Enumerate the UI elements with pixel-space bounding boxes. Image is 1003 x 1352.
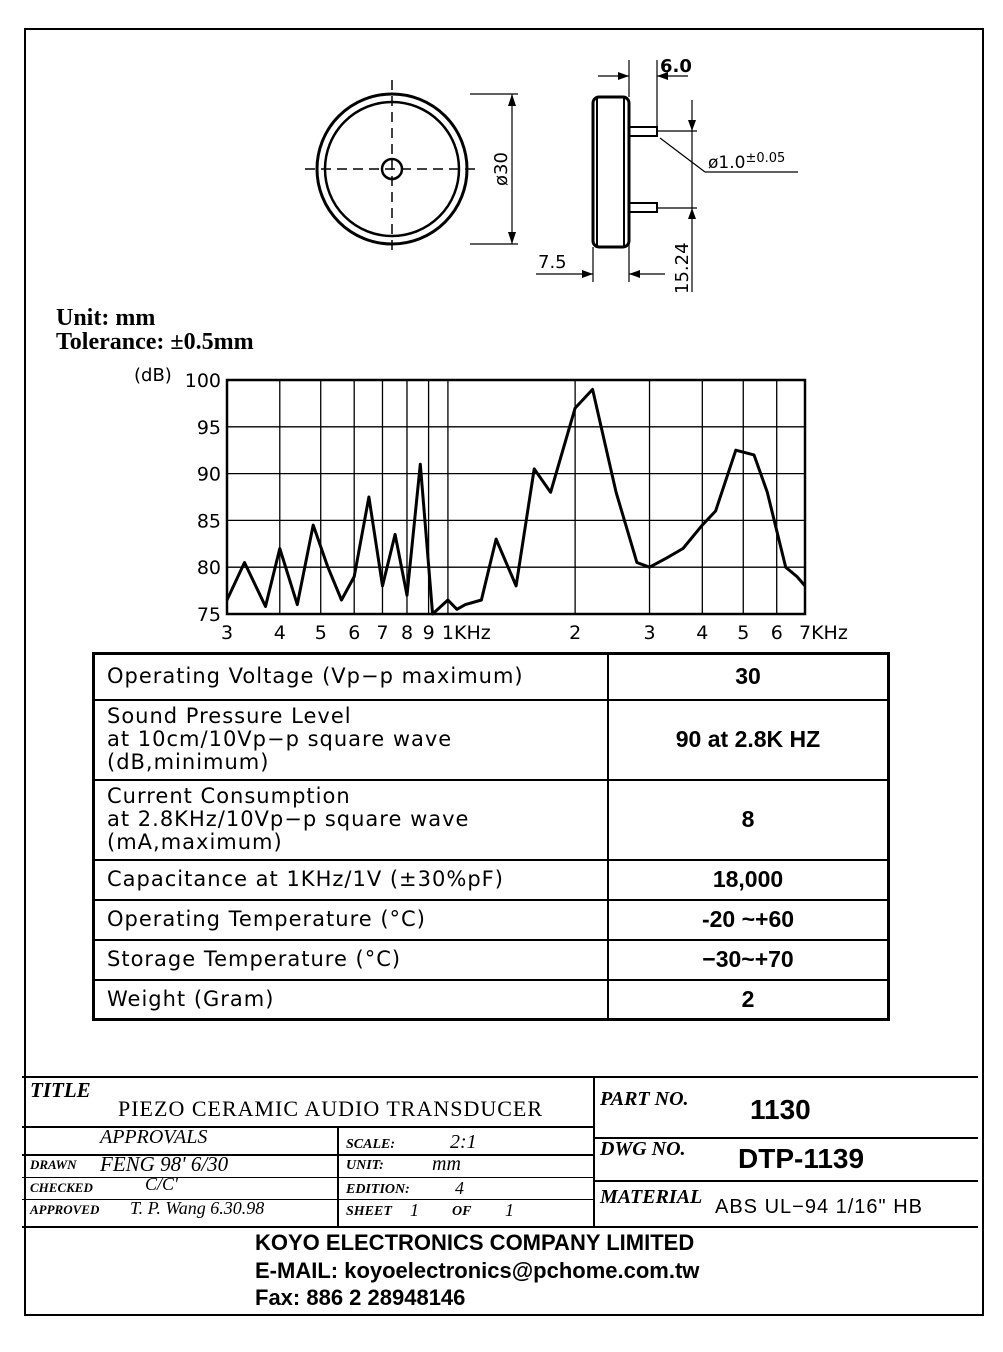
spec-row bbox=[94, 980, 889, 1020]
approved-value: T. P. Wang 6.30.98 bbox=[130, 1198, 265, 1218]
spec-row bbox=[94, 654, 889, 700]
frequency-response-chart bbox=[134, 365, 848, 644]
chart-xtick-label: 7KHz bbox=[799, 622, 848, 644]
tb-vline-right bbox=[593, 1076, 595, 1227]
dim-diameter: ø30 bbox=[491, 152, 512, 186]
chart-xtick-label: 5 bbox=[314, 622, 327, 644]
spec-value: -20 ~+60 bbox=[608, 900, 889, 940]
spec-table bbox=[92, 652, 890, 1021]
spec-value: 18,000 bbox=[608, 860, 889, 900]
chart-xtick-label: 9 bbox=[422, 622, 435, 644]
checked-label: CHECKED bbox=[30, 1180, 93, 1195]
drawn-label: DRAWN bbox=[30, 1157, 77, 1172]
tb-bottom-line bbox=[22, 1226, 978, 1228]
unit-label: UNIT: bbox=[346, 1158, 384, 1173]
tolerance-line: Tolerance: ±0.5mm bbox=[56, 329, 254, 355]
chart-ytick-label: 95 bbox=[196, 416, 221, 439]
spec-label: Capacitance at 1KHz/1V (±30%pF) bbox=[94, 860, 609, 900]
dim-width: 6.0 bbox=[660, 56, 692, 77]
chart-ytick-label: 90 bbox=[196, 463, 221, 486]
scale-label: SCALE: bbox=[346, 1137, 396, 1152]
sheet-label: SHEET bbox=[346, 1204, 392, 1219]
spec-row bbox=[94, 940, 889, 980]
chart-ytick-label: 75 bbox=[196, 604, 221, 626]
spec-value: −30~+70 bbox=[608, 940, 889, 980]
dwg-value: DTP-1139 bbox=[738, 1143, 865, 1174]
sheet-value: 1 bbox=[410, 1200, 419, 1220]
dwg-label: DWG NO. bbox=[600, 1138, 686, 1160]
side-view bbox=[536, 60, 798, 292]
spec-value: 30 bbox=[608, 654, 889, 700]
tb-vline-mid bbox=[337, 1126, 339, 1227]
company-name: KOYO ELECTRONICS COMPANY LIMITED bbox=[255, 1230, 695, 1255]
part-value: 1130 bbox=[750, 1094, 811, 1125]
spec-row bbox=[94, 860, 889, 900]
tb-line-checked bbox=[22, 1177, 594, 1178]
chart-ytick-label: 85 bbox=[196, 510, 221, 533]
of-value: 1 bbox=[505, 1200, 514, 1220]
edition-value: 4 bbox=[455, 1178, 464, 1198]
dim-pin-tol: ±0.05 bbox=[745, 151, 786, 166]
spec-label: Current Consumption at 2.8KHz/10Vp−p square wave (mA,maximum) bbox=[94, 780, 609, 860]
spec-label: Operating Temperature (°C) bbox=[94, 900, 609, 940]
spec-label: Storage Temperature (°C) bbox=[94, 940, 609, 980]
spec-value: 8 bbox=[608, 780, 889, 860]
company-fax: Fax: 886 2 28948146 bbox=[255, 1285, 466, 1310]
approved-label: APPROVED bbox=[30, 1202, 100, 1217]
spec-value: 2 bbox=[608, 980, 889, 1020]
checked-value: C/C' bbox=[145, 1174, 178, 1194]
chart-series-line bbox=[227, 389, 805, 614]
front-view bbox=[305, 80, 518, 255]
chart-xtick-label: 3 bbox=[221, 622, 234, 644]
spec-label: Sound Pressure Level at 10cm/10Vp−p square wave (dB,minimum) bbox=[94, 700, 609, 780]
title-value: PIEZO CERAMIC AUDIO TRANSDUCER bbox=[118, 1096, 544, 1121]
spec-row bbox=[94, 780, 889, 860]
chart-xtick-label: 6 bbox=[348, 622, 361, 644]
tb-line-material bbox=[594, 1180, 978, 1182]
scale-value: 2:1 bbox=[450, 1131, 477, 1153]
unit-line: Unit: mm bbox=[56, 305, 156, 331]
chart-xtick-label: 3 bbox=[643, 622, 656, 644]
edition-label: EDITION: bbox=[346, 1182, 410, 1197]
title-label: TITLE bbox=[30, 1078, 91, 1102]
tb-top-line bbox=[22, 1076, 978, 1078]
spec-value: 90 at 2.8K HZ bbox=[608, 700, 889, 780]
dim-pin-dia-value: ø1.0 bbox=[708, 153, 746, 173]
chart-xtick-label: 1KHz bbox=[441, 622, 491, 644]
drawn-value: FENG 98' 6/30 bbox=[100, 1152, 229, 1176]
spec-row bbox=[94, 700, 889, 780]
spec-label: Weight (Gram) bbox=[94, 980, 609, 1020]
chart-xtick-label: 5 bbox=[737, 622, 750, 644]
chart-xtick-label: 4 bbox=[696, 622, 709, 644]
chart-xtick-label: 2 bbox=[569, 622, 582, 644]
material-label: MATERIAL bbox=[600, 1186, 703, 1208]
approvals-label: APPROVALS bbox=[100, 1126, 208, 1148]
spec-label: Operating Voltage (Vp−p maximum) bbox=[94, 654, 609, 700]
chart-ylabel: (dB) bbox=[134, 365, 172, 386]
chart-ytick-label: 80 bbox=[196, 557, 221, 580]
dim-pin-diameter bbox=[708, 151, 785, 173]
dim-pitch: 15.24 bbox=[672, 242, 693, 294]
of-label: OF bbox=[452, 1204, 472, 1219]
material-value: ABS UL−94 1/16" HB bbox=[715, 1196, 923, 1218]
spec-row bbox=[94, 900, 889, 940]
company-email: E-MAIL: koyoelectronics@pchome.com.tw bbox=[255, 1258, 700, 1283]
part-label: PART NO. bbox=[600, 1088, 689, 1110]
chart-xtick-label: 8 bbox=[400, 622, 414, 644]
chart-xtick-label: 6 bbox=[770, 622, 783, 644]
chart-xtick-label: 4 bbox=[273, 622, 286, 644]
chart-xtick-label: 7 bbox=[376, 622, 389, 644]
dim-offset: 7.5 bbox=[538, 252, 567, 273]
unit-value: mm bbox=[432, 1153, 461, 1175]
chart-ytick-label: 100 bbox=[184, 370, 221, 392]
